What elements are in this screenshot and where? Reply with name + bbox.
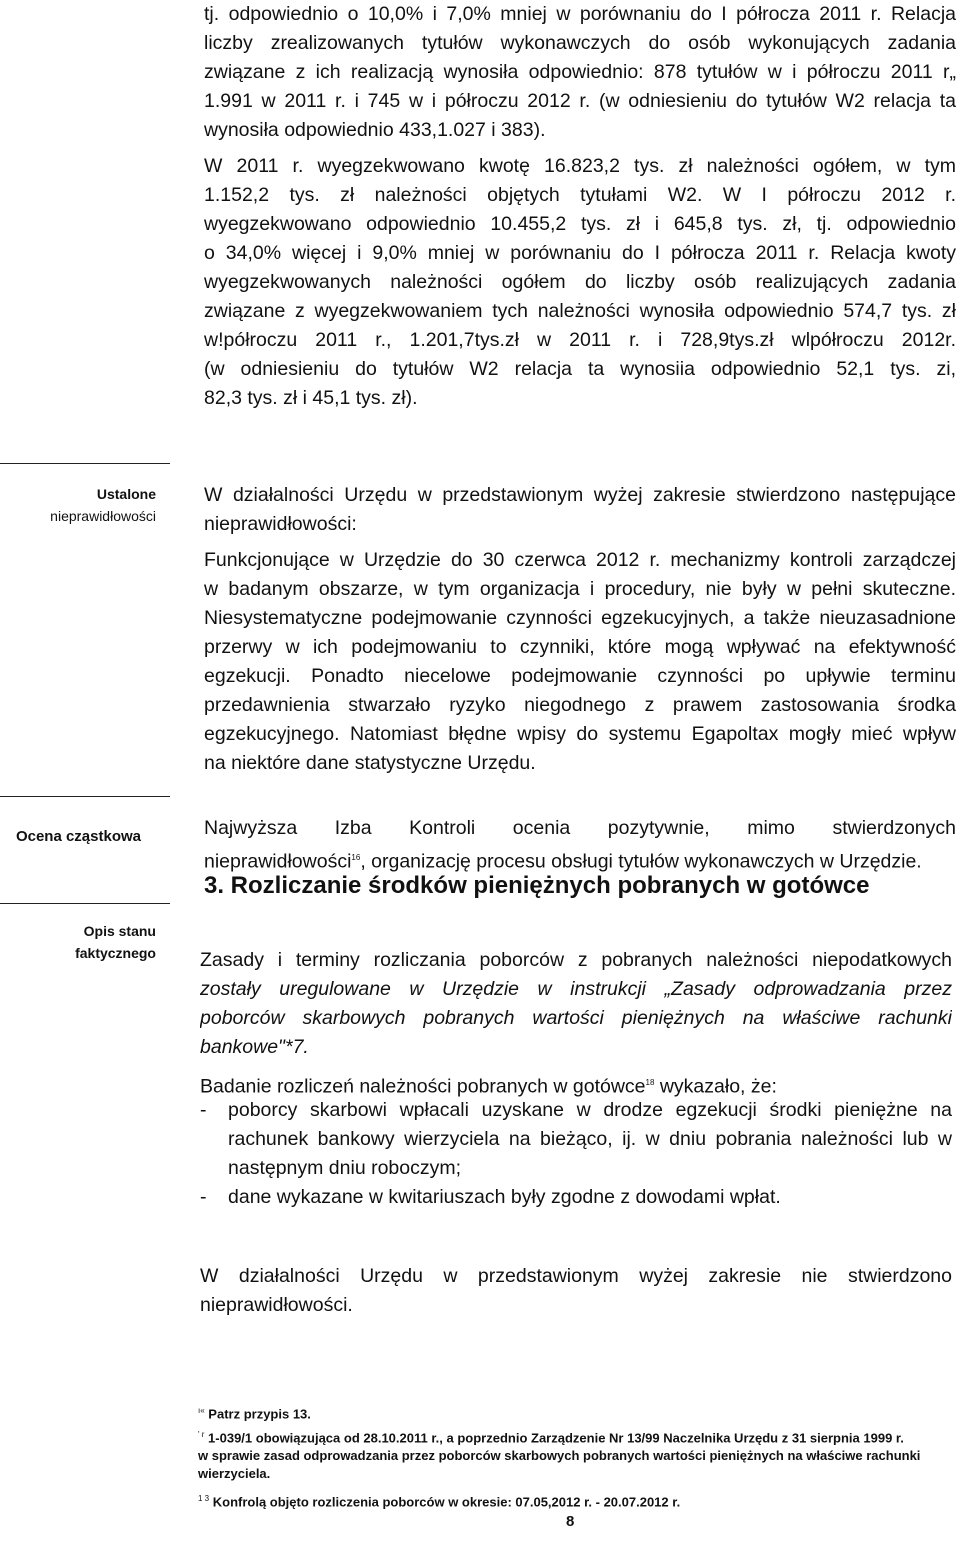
audit-intro-end: wykazało, że:: [654, 1075, 777, 1098]
section-divider: [0, 463, 170, 464]
footnote: [198, 1490, 958, 1511]
irregularities-intro-line: W działalności Urzędu w przedstawionym wyżej zakresie stwierdzono następujące: [204, 484, 956, 506]
intro-line: wynosiła odpowiednio 433,1.027 i 383).: [204, 119, 546, 141]
irregularities-label-line: Ustalone: [96, 486, 156, 502]
collection-line: (w odniesieniu do tytułów W2 relacja ta wynosiia odpowiednio 52,1 tys. zi,: [204, 358, 956, 380]
list-item: [200, 1096, 952, 1183]
intro-line: liczby zrealizowanych tytułów wykonawczych do osób wykonujących zadania: [204, 32, 956, 54]
section-divider: [0, 903, 170, 904]
irregularities-body-line: na niektóre dane statystyczne Urzędu.: [204, 752, 536, 774]
list-item-text: dane wykazane w kwitariuszach były zgodne z dowodami wpłat.: [228, 1186, 781, 1208]
irregularities-label-line: nieprawidłowości: [50, 508, 156, 524]
partial-assessment-line: Najwyższa Izba Kontroli ocenia pozytywnie, mimo stwierdzonych: [204, 817, 956, 839]
irregularities-body-line: egzekucji. Ponadto niecelowe podejmowanie czynności po upływie terminu: [204, 665, 956, 687]
footnote-mark: ' r: [198, 1430, 205, 1439]
intro-line: związane z ich realizacją wynosiła odpowiednio: 878 tytułów w i półroczu 2011 r„: [204, 61, 956, 83]
footnote-ref: 18: [645, 1078, 655, 1087]
bullet-dash: -: [200, 1099, 207, 1121]
footnote: [198, 1402, 958, 1423]
partial-assessment-line-start: nieprawidłowości: [204, 850, 352, 873]
collection-line: wyegzekwowano odpowiednio 10.455,2 tys. zł i 645,8 tys. zł, tj. odpowiednio: [204, 213, 956, 235]
footnote-text: Konfrolą objęto rozliczenia poborców w okresie: 07.05,2012 r. - 20.07.2012 r.: [212, 1494, 681, 1510]
page-number: 8: [566, 1513, 575, 1530]
conclusion-line: W działalności Urzędu w przedstawionym wyżej zakresie nie stwierdzono: [200, 1265, 952, 1287]
rules-line: poborców skarbowych pobranych wartości pieniężnych na właściwe rachunki: [200, 1007, 952, 1029]
collection-line: w!półroczu 2011 r., 1.201,7tys.zł w 2011 r. i 728,9tys.zł wlpółroczu 2012r.: [204, 329, 956, 351]
irregularities-body-line: egzekucyjnego. Natomiast błędne wpisy do systemu Egapoltax mogły mieć wpływ: [204, 723, 956, 745]
footnote-mark: ı«: [198, 1406, 205, 1415]
rules-line: bankowe"*7.: [200, 1036, 309, 1058]
irregularities-intro-line: nieprawidłowości:: [204, 513, 357, 535]
conclusion-paragraph: [200, 1262, 952, 1320]
facts-label-line: Opis stanu: [83, 923, 156, 939]
footnote-ref: 16: [351, 853, 361, 862]
collection-line: W 2011 r. wyegzekwowano kwotę 16.823,2 tys. zł należności ogółem, w tym: [204, 155, 956, 177]
irregularities-body-line: Niesystematyczne podejmowanie czynności egzekucyjnych, a także nieuzasadnione: [204, 607, 956, 629]
findings-list: [200, 1096, 952, 1212]
irregularities-body-line: w badanym obszarze, w tym organizacja i procedury, nie były w pełni skuteczne.: [204, 578, 956, 600]
intro-line: tj. odpowiednio o 10,0% i 7,0% mniej w porównaniu do I półrocza 2011 r. Relacja: [204, 3, 956, 25]
collection-line: 1.152,2 tys. zł należności objętych tytułami W2. W I półroczu 2012 r.: [204, 184, 956, 206]
rules-line: zostały uregulowane w Urzędzie w instrukcji „Zasady odprowadzania przez: [200, 978, 952, 1000]
footnote-line: w sprawie zasad odprowadzania przez poborców skarbowych pobranych wartości pieniężnych na właściwe rachunki: [198, 1448, 921, 1464]
collection-line: 82,3 tys. zł i 45,1 tys. zł).: [204, 387, 418, 409]
list-item-text: poborcy skarbowi wpłacali uzyskane w drodze egzekucji środki pieniężne na rachunek bankowy wierzyciela na bieżąco, ij. w dniu pobrania należności lub w następnym dniu roboczym;: [228, 1099, 952, 1179]
collection-line: związane z wyegzekwowaniem tych należności wynosiła odpowiednio 574,7 tys. zł: [204, 300, 956, 322]
irregularities-intro: [204, 481, 956, 539]
partial-assessment-text: [204, 814, 956, 877]
footnote-mark: 1 3: [198, 1494, 210, 1503]
collection-line: o 34,0% więcej i 9,0% mniej w porównaniu do I półrocza 2011 r. Relacja kwoty: [204, 242, 956, 264]
section-divider: [0, 796, 170, 797]
irregularities-body-line: przedawnienia stwarzało ryzyko niegodnego z prawem zastosowania środka: [204, 694, 956, 716]
collection-line: wyegzekwowanych należności ogółem do liczby osób realizujących zadania: [204, 271, 956, 293]
irregularities-body: [204, 546, 956, 778]
facts-label: [0, 920, 156, 964]
irregularities-body-line: Funkcjonujące w Urzędzie do 30 czerwca 2012 r. mechanizmy kontroli zarządczej: [204, 549, 956, 571]
rules-paragraph: [200, 946, 952, 1062]
intro-line: 1.991 w 2011 r. i 745 w i półroczu 2012 r. (w odniesieniu do tytułów W2 relacja ta: [204, 90, 956, 112]
collection-paragraph: [204, 152, 956, 413]
footnote-text: 1-039/1 obowiązująca od 28.10.2011 r., a poprzednio Zarządzenie Nr 13/99 Naczelnika Urzędu z 31 sierpnia 1999 r.: [208, 1430, 904, 1446]
footnote: [198, 1426, 958, 1483]
irregularities-label: [0, 483, 156, 527]
facts-label-line: faktycznego: [75, 945, 156, 961]
rules-line: Zasady i terminy rozliczania poborców z pobranych należności niepodatkowych: [200, 949, 952, 971]
list-item: [200, 1183, 952, 1212]
footnote-line: wierzyciela.: [198, 1466, 271, 1482]
section-heading: 3. Rozliczanie środków pieniężnych pobranych w gotówce: [204, 872, 870, 899]
conclusion-line: nieprawidłowości.: [200, 1294, 353, 1316]
irregularities-body-line: przerwy w ich podejmowaniu to czynniki, które mogą wpływać na efektywność: [204, 636, 956, 658]
partial-assessment-label: Ocena cząstkowa: [15, 828, 141, 845]
audit-intro-start: Badanie rozliczeń należności pobranych w gotówce: [200, 1075, 646, 1098]
bullet-dash: -: [200, 1186, 207, 1208]
footnote-text: Patrz przypis 13.: [208, 1406, 311, 1422]
footnote-line: [198, 1426, 958, 1447]
partial-assessment-line-end: , organizację procesu obsługi tytułów wykonawczych w Urzędzie.: [360, 850, 922, 873]
intro-paragraph: [204, 0, 956, 145]
